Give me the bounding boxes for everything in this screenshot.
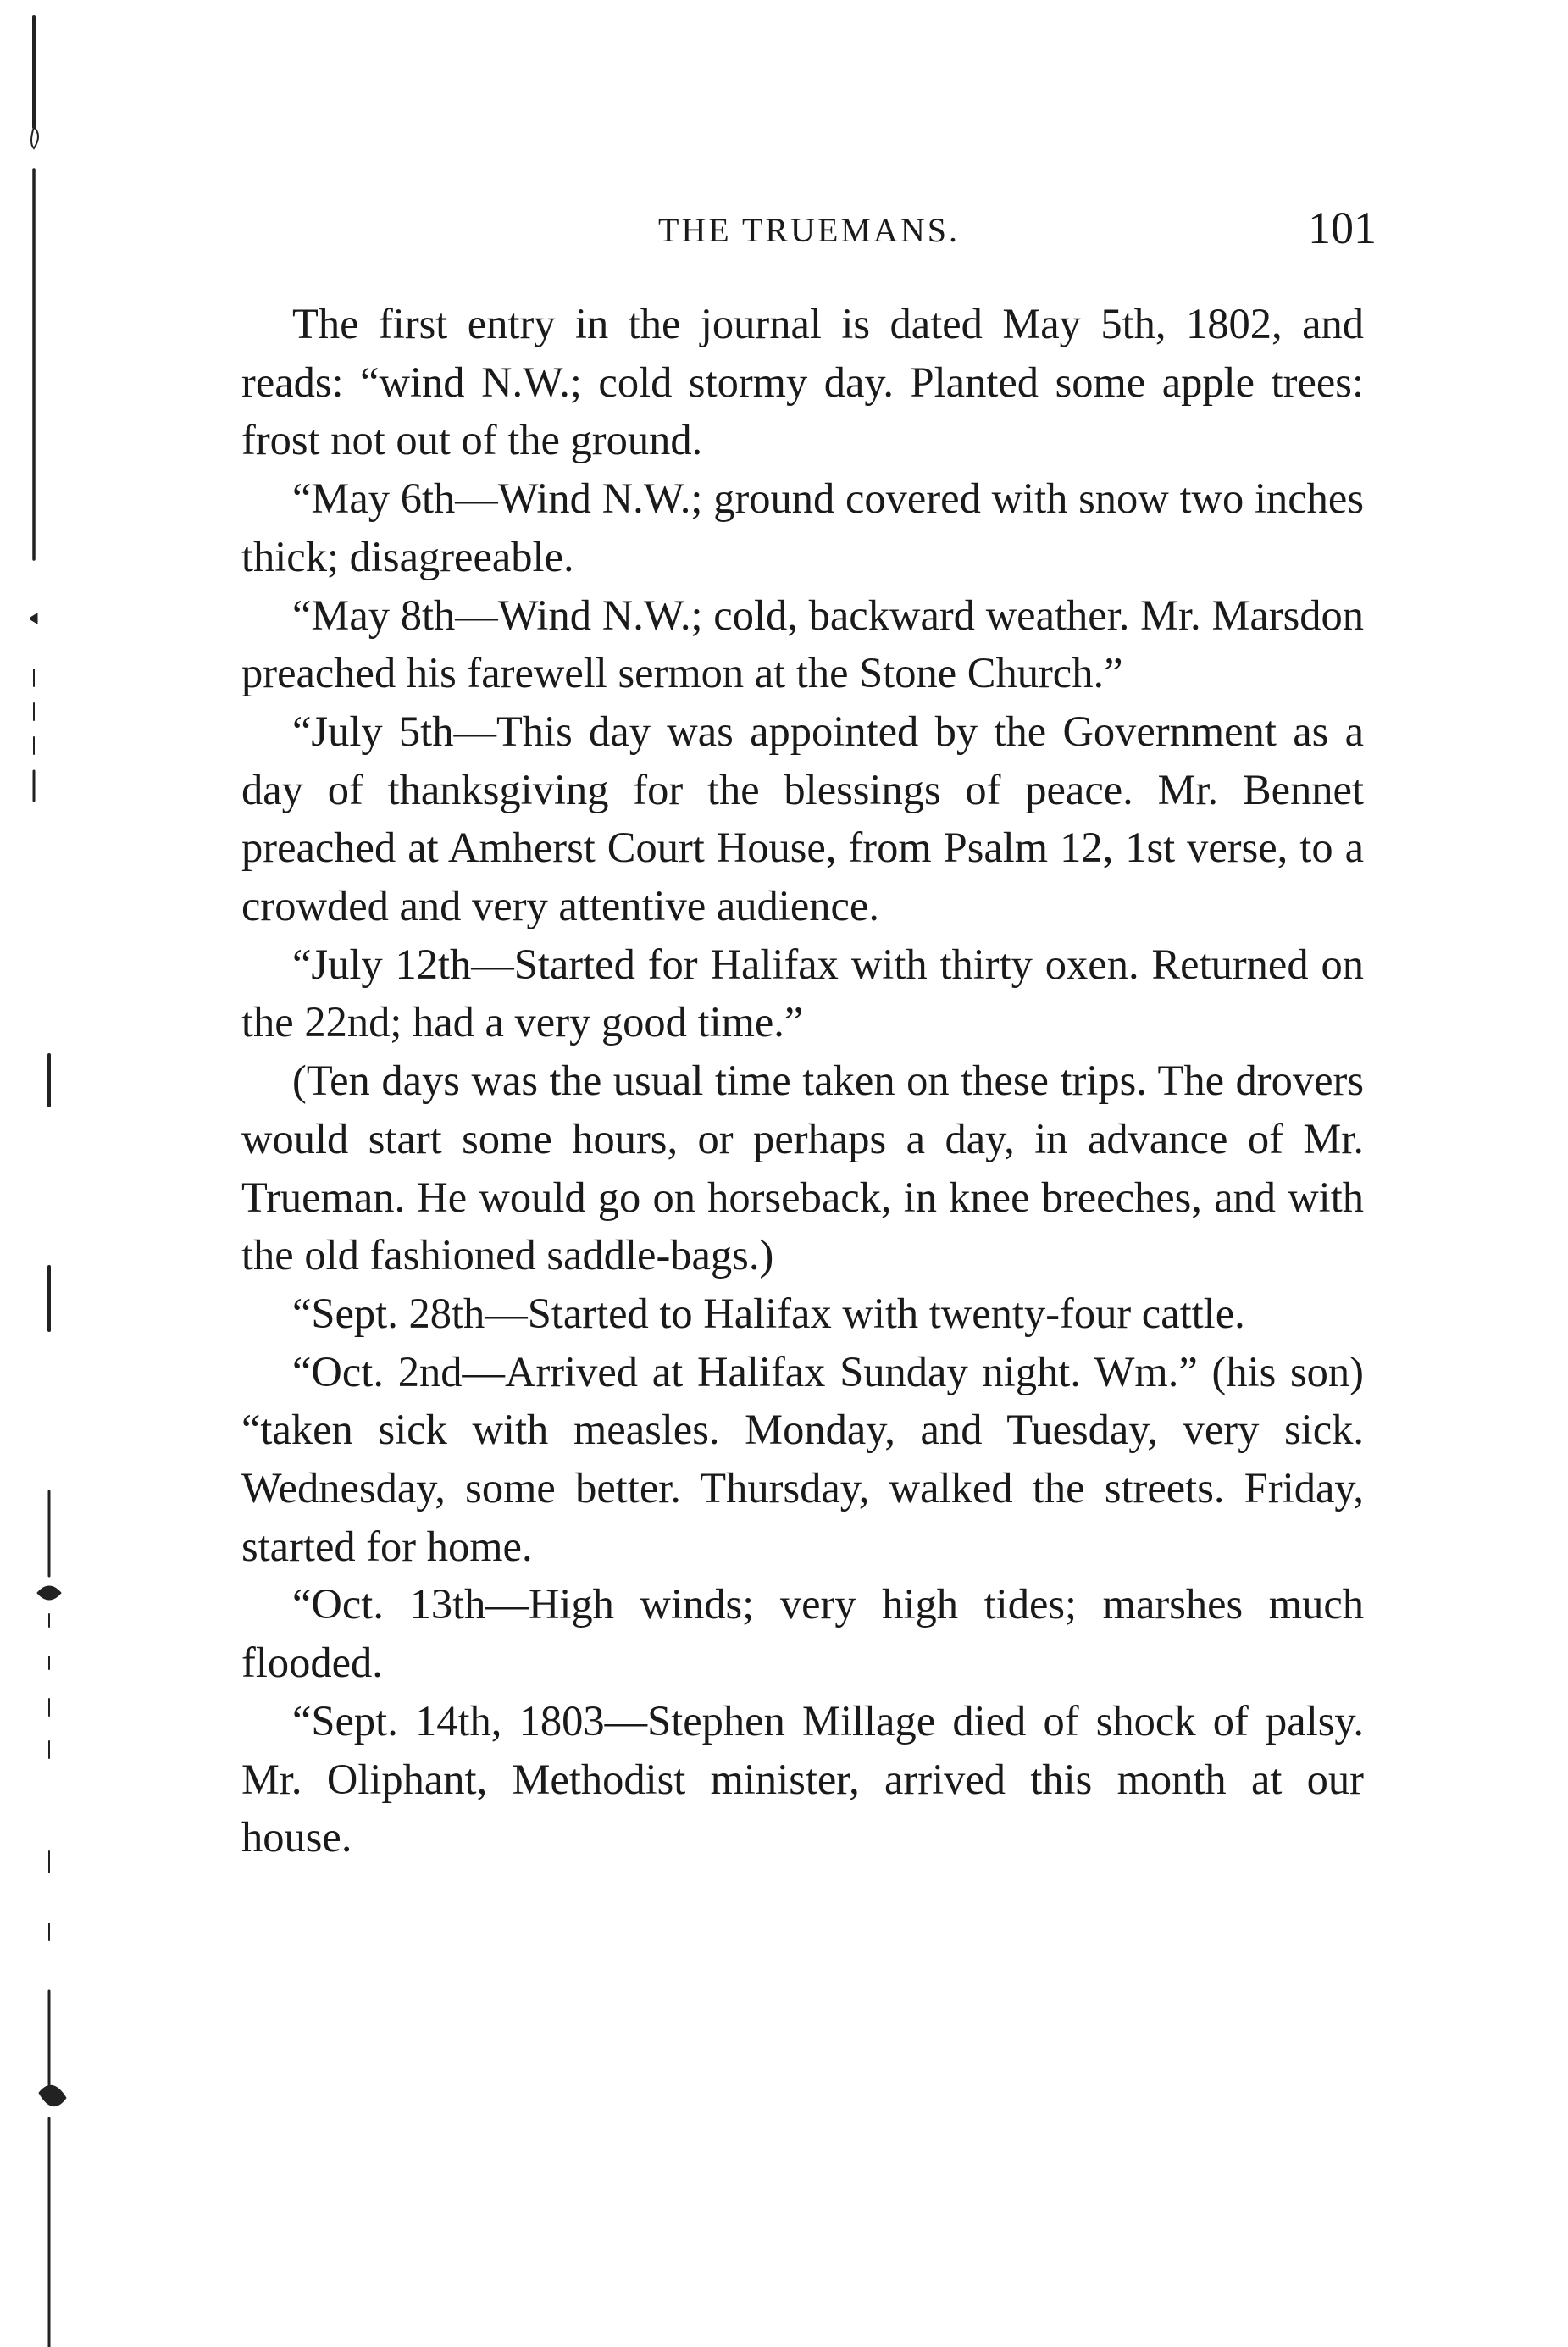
- paragraph: “Sept. 28th—Started to Halifax with twenty-four cattle.: [292, 1289, 1245, 1337]
- paragraph: (Ten days was the usual time taken on these trips. The drovers would start some hours, or perhaps a day, in advance of Mr. Trueman. He would go on horseback, in knee breeches, and with the old fashioned saddle-bags.): [241, 1057, 1364, 1279]
- body-text: [241, 295, 1364, 1867]
- paragraph: “July 12th—Started for Halifax with thirty oxen. Returned on the 22nd; had a very good time.”: [241, 940, 1364, 1046]
- binding-edge-marks: [30, 0, 90, 2347]
- paragraph: “July 5th—This day was appointed by the Government as a day of thanksgiving for the blessings of peace. Mr. Bennet preached at Amherst Court House, from Psalm 12, 1st verse, to a crowded and very attentive audience.: [241, 707, 1364, 930]
- paragraph: “Oct. 13th—High winds; very high tides; marshes much flooded.: [241, 1580, 1364, 1687]
- paragraph: “Oct. 2nd—Arrived at Halifax Sunday night. Wm.” (his son) “taken sick with measles. Monday, and Tuesday, very sick. Wednesday, some better. Thursday, walked the streets. Friday, started for home.: [241, 1347, 1364, 1570]
- running-title: THE TRUEMANS.: [657, 211, 961, 249]
- page-header: [241, 202, 1377, 269]
- page-number: 101: [1308, 203, 1377, 253]
- paragraph: The first entry in the journal is dated May 5th, 1802, and reads: “wind N.W.; cold stormy day. Planted some apple trees: frost not out of the ground.: [241, 300, 1364, 464]
- paragraph: “Sept. 14th, 1803—Stephen Millage died of shock of palsy. Mr. Oliphant, Methodist minister, arrived this month at our house.: [241, 1696, 1364, 1862]
- paragraph: “May 6th—Wind N.W.; ground covered with snow two inches thick; disagreeable.: [241, 474, 1364, 580]
- paragraph: “May 8th—Wind N.W.; cold, backward weather. Mr. Marsdon preached his farewell sermon at the Stone Church.”: [241, 591, 1364, 697]
